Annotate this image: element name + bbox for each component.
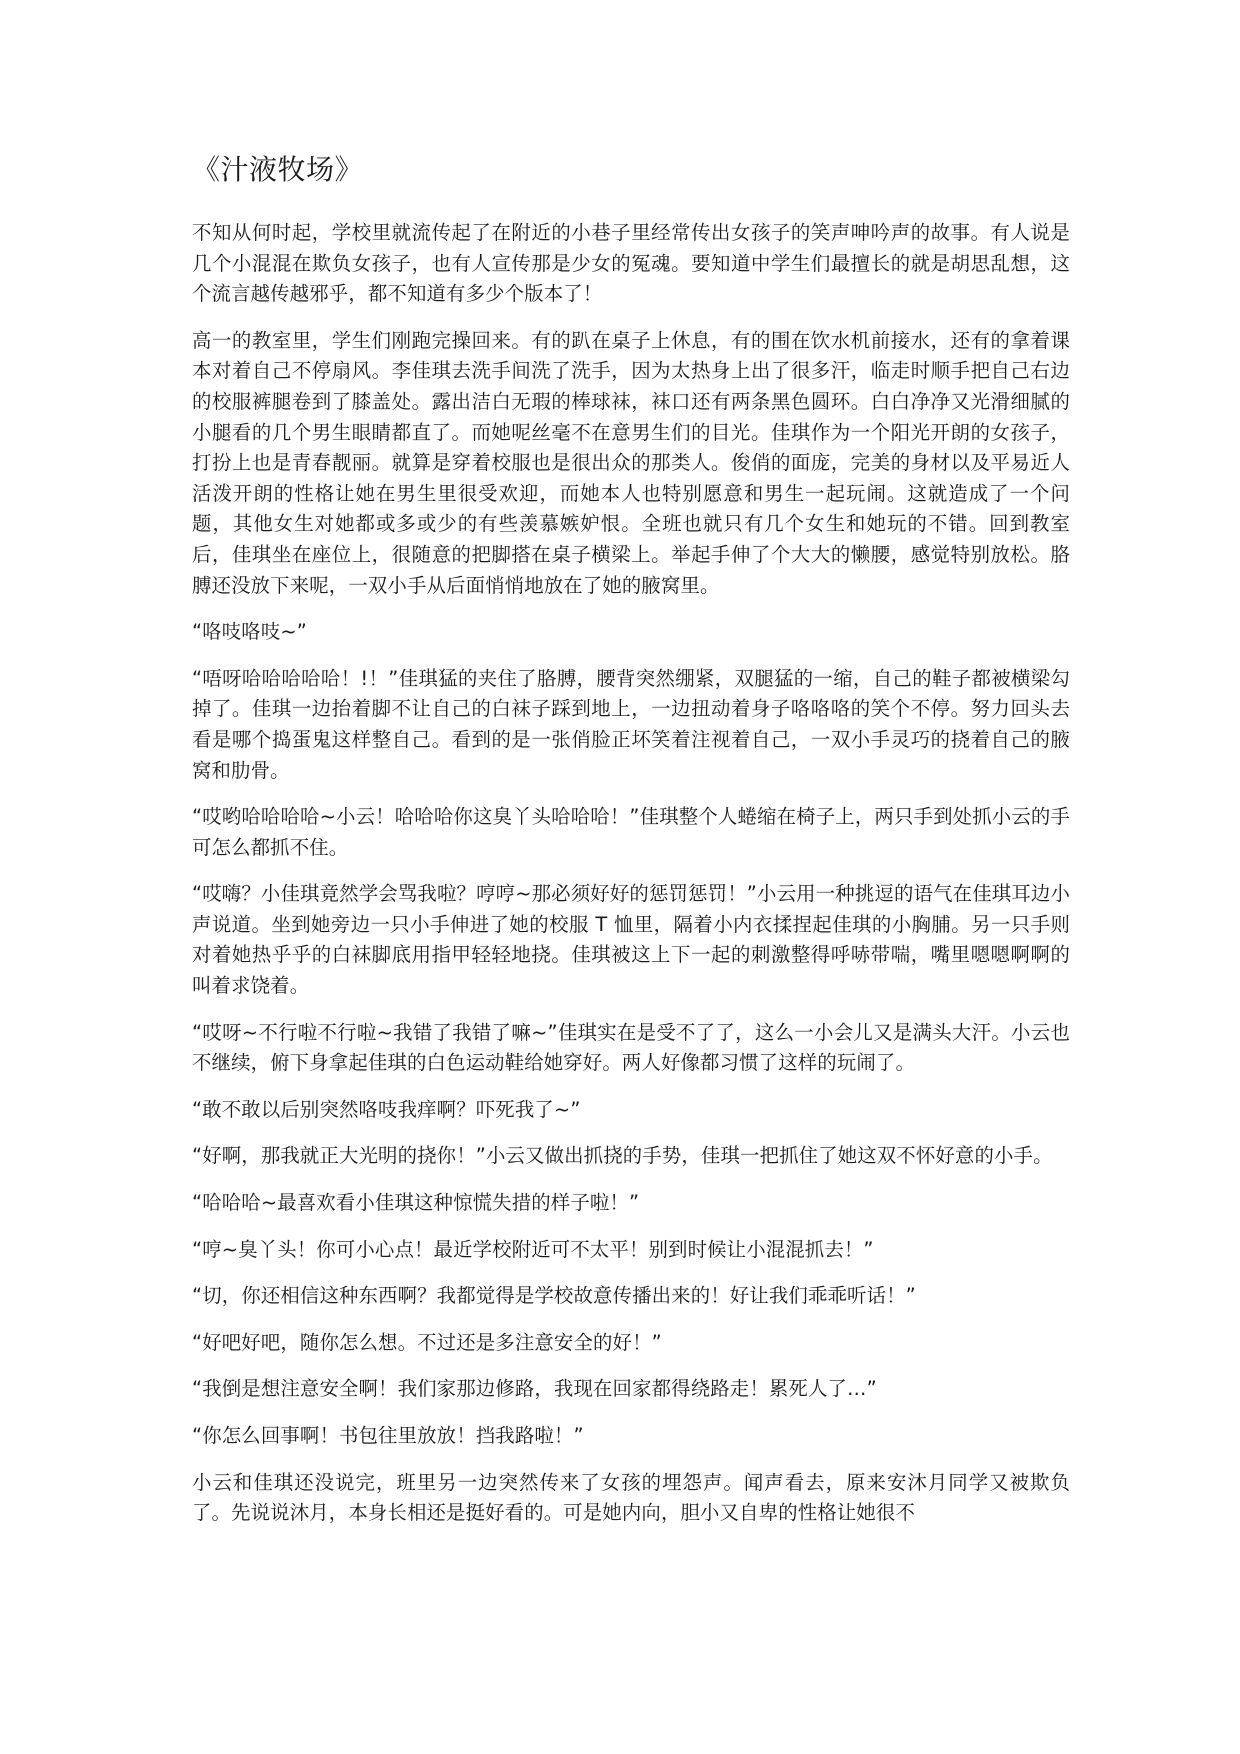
paragraph-dialogue: “好吧好吧，随你怎么想。不过还是多注意安全的好！”	[192, 1330, 662, 1354]
paragraph-dialogue: “我倒是想注意安全啊！我们家那边修路，我现在回家都得绕路走！累死人了…”	[192, 1377, 877, 1401]
paragraph-dialogue: “唔呀哈哈哈哈哈！!！”佳琪猛的夹住了胳膊，腰背突然绷紧，双腿猛的一缩，自己的鞋子都被横梁勾掉了。佳琪一边抬着脚不让自己的白袜子踩到地上，一边扭动着身子咯咯咯的笑个不停。努力回头去看是哪个捣蛋鬼这样整自己。看到的是一张俏脸正坏笑着注视着自己，一双小手灵巧的挠着自己的腋窝和肋骨。	[192, 666, 1070, 782]
paragraph-dialogue: “哈哈哈~最喜欢看小佳琪这种惊慌失措的样子啦！”	[192, 1191, 640, 1215]
paragraph-narration: 小云和佳琪还没说完，班里另一边突然传来了女孩的埋怨声。闻声看去，原来安沐月同学又被欺负了。先说说沐月，本身长相还是挺好看的。可是她内向，胆小又自卑的性格让她很不	[192, 1470, 1070, 1525]
paragraph-dialogue: “哎嗨？小佳琪竟然学会骂我啦？哼哼~那必须好好的惩罚惩罚！”小云用一种挑逗的语气在佳琪耳边小声说道。坐到她旁边一只小手伸进了她的校服 T 恤里，隔着小内衣揉捏起佳琪的小胸脯。另一只手则对着她热乎乎的白袜脚底用指甲轻轻地挠。佳琪被这上下一起的刺激整得呼哧带喘，嘴里嗯嗯啊啊的叫着求饶着。	[192, 882, 1070, 998]
paragraph-dialogue: “切，你还相信这种东西啊？我都觉得是学校故意传播出来的！好让我们乖乖听话！”	[192, 1284, 916, 1308]
paragraph-dialogue: “咯吱咯吱~”	[192, 620, 307, 644]
paragraph-dialogue: “敢不敢以后别突然咯吱我痒啊？吓死我了~”	[192, 1097, 581, 1121]
paragraph-dialogue: “好啊，那我就正大光明的挠你！”小云又做出抓挠的手势，佳琪一把抓住了她这双不怀好意的小手。	[192, 1144, 1053, 1168]
paragraph-intro: 不知从何时起，学校里就流传起了在附近的小巷子里经常传出女孩子的笑声呻吟声的故事。有人说是几个小混混在欺负女孩子，也有人宣传那是少女的冤魂。要知道中学生们最擅长的就是胡思乱想，这个流言越传越邪乎，都不知道有多少个版本了！	[192, 221, 1070, 306]
paragraph-classroom: 高一的教室里，学生们刚跑完操回来。有的趴在桌子上休息，有的围在饮水机前接水，还有的拿着课本对着自己不停扇风。李佳琪去洗手间洗了洗手，因为太热身上出了很多汗，临走时顺手把自己右边的校服裤腿卷到了膝盖处。露出洁白无瑕的棒球袜，袜口还有两条黑色圆环。白白净净又光滑细腻的小腿看的几个男生眼睛都直了。而她呢丝毫不在意男生们的目光。佳琪作为一个阳光开朗的女孩子，打扮上也是青春靓丽。就算是穿着校服也是很出众的那类人。俊俏的面庞，完美的身材以及平易近人活泼开朗的性格让她在男生里很受欢迎，而她本人也特别愿意和男生一起玩闹。这就造成了一个问题，其他女生对她都或多或少的有些羡慕嫉妒恨。全班也就只有几个女生和她玩的不错。回到教室后，佳琪坐在座位上，很随意的把脚搭在桌子横梁上。举起手伸了个大大的懒腰，感觉特别放松。胳膊还没放下来呢，一双小手从后面悄悄地放在了她的腋窝里。	[192, 328, 1070, 597]
paragraph-dialogue: “哎呀~不行啦不行啦~我错了我错了嘛~”佳琪实在是受不了了，这么一小会儿又是满头大汗。小云也不继续，俯下身拿起佳琪的白色运动鞋给她穿好。两人好像都习惯了这样的玩闹了。	[192, 1020, 1070, 1075]
paragraph-dialogue: “你怎么回事啊！书包往里放放！挡我路啦！”	[192, 1424, 584, 1447]
paragraph-dialogue: “哎哟哈哈哈哈~小云！哈哈哈你这臭丫头哈哈哈！”佳琪整个人蜷缩在椅子上，两只手到处抓小云的手可怎么都抓不住。	[192, 805, 1070, 859]
document-title: 《汁液牧场》	[192, 153, 364, 186]
paragraph-dialogue: “哼~臭丫头！你可小心点！最近学校附近可不太平！别到时候让小混混抓去！”	[192, 1237, 874, 1261]
